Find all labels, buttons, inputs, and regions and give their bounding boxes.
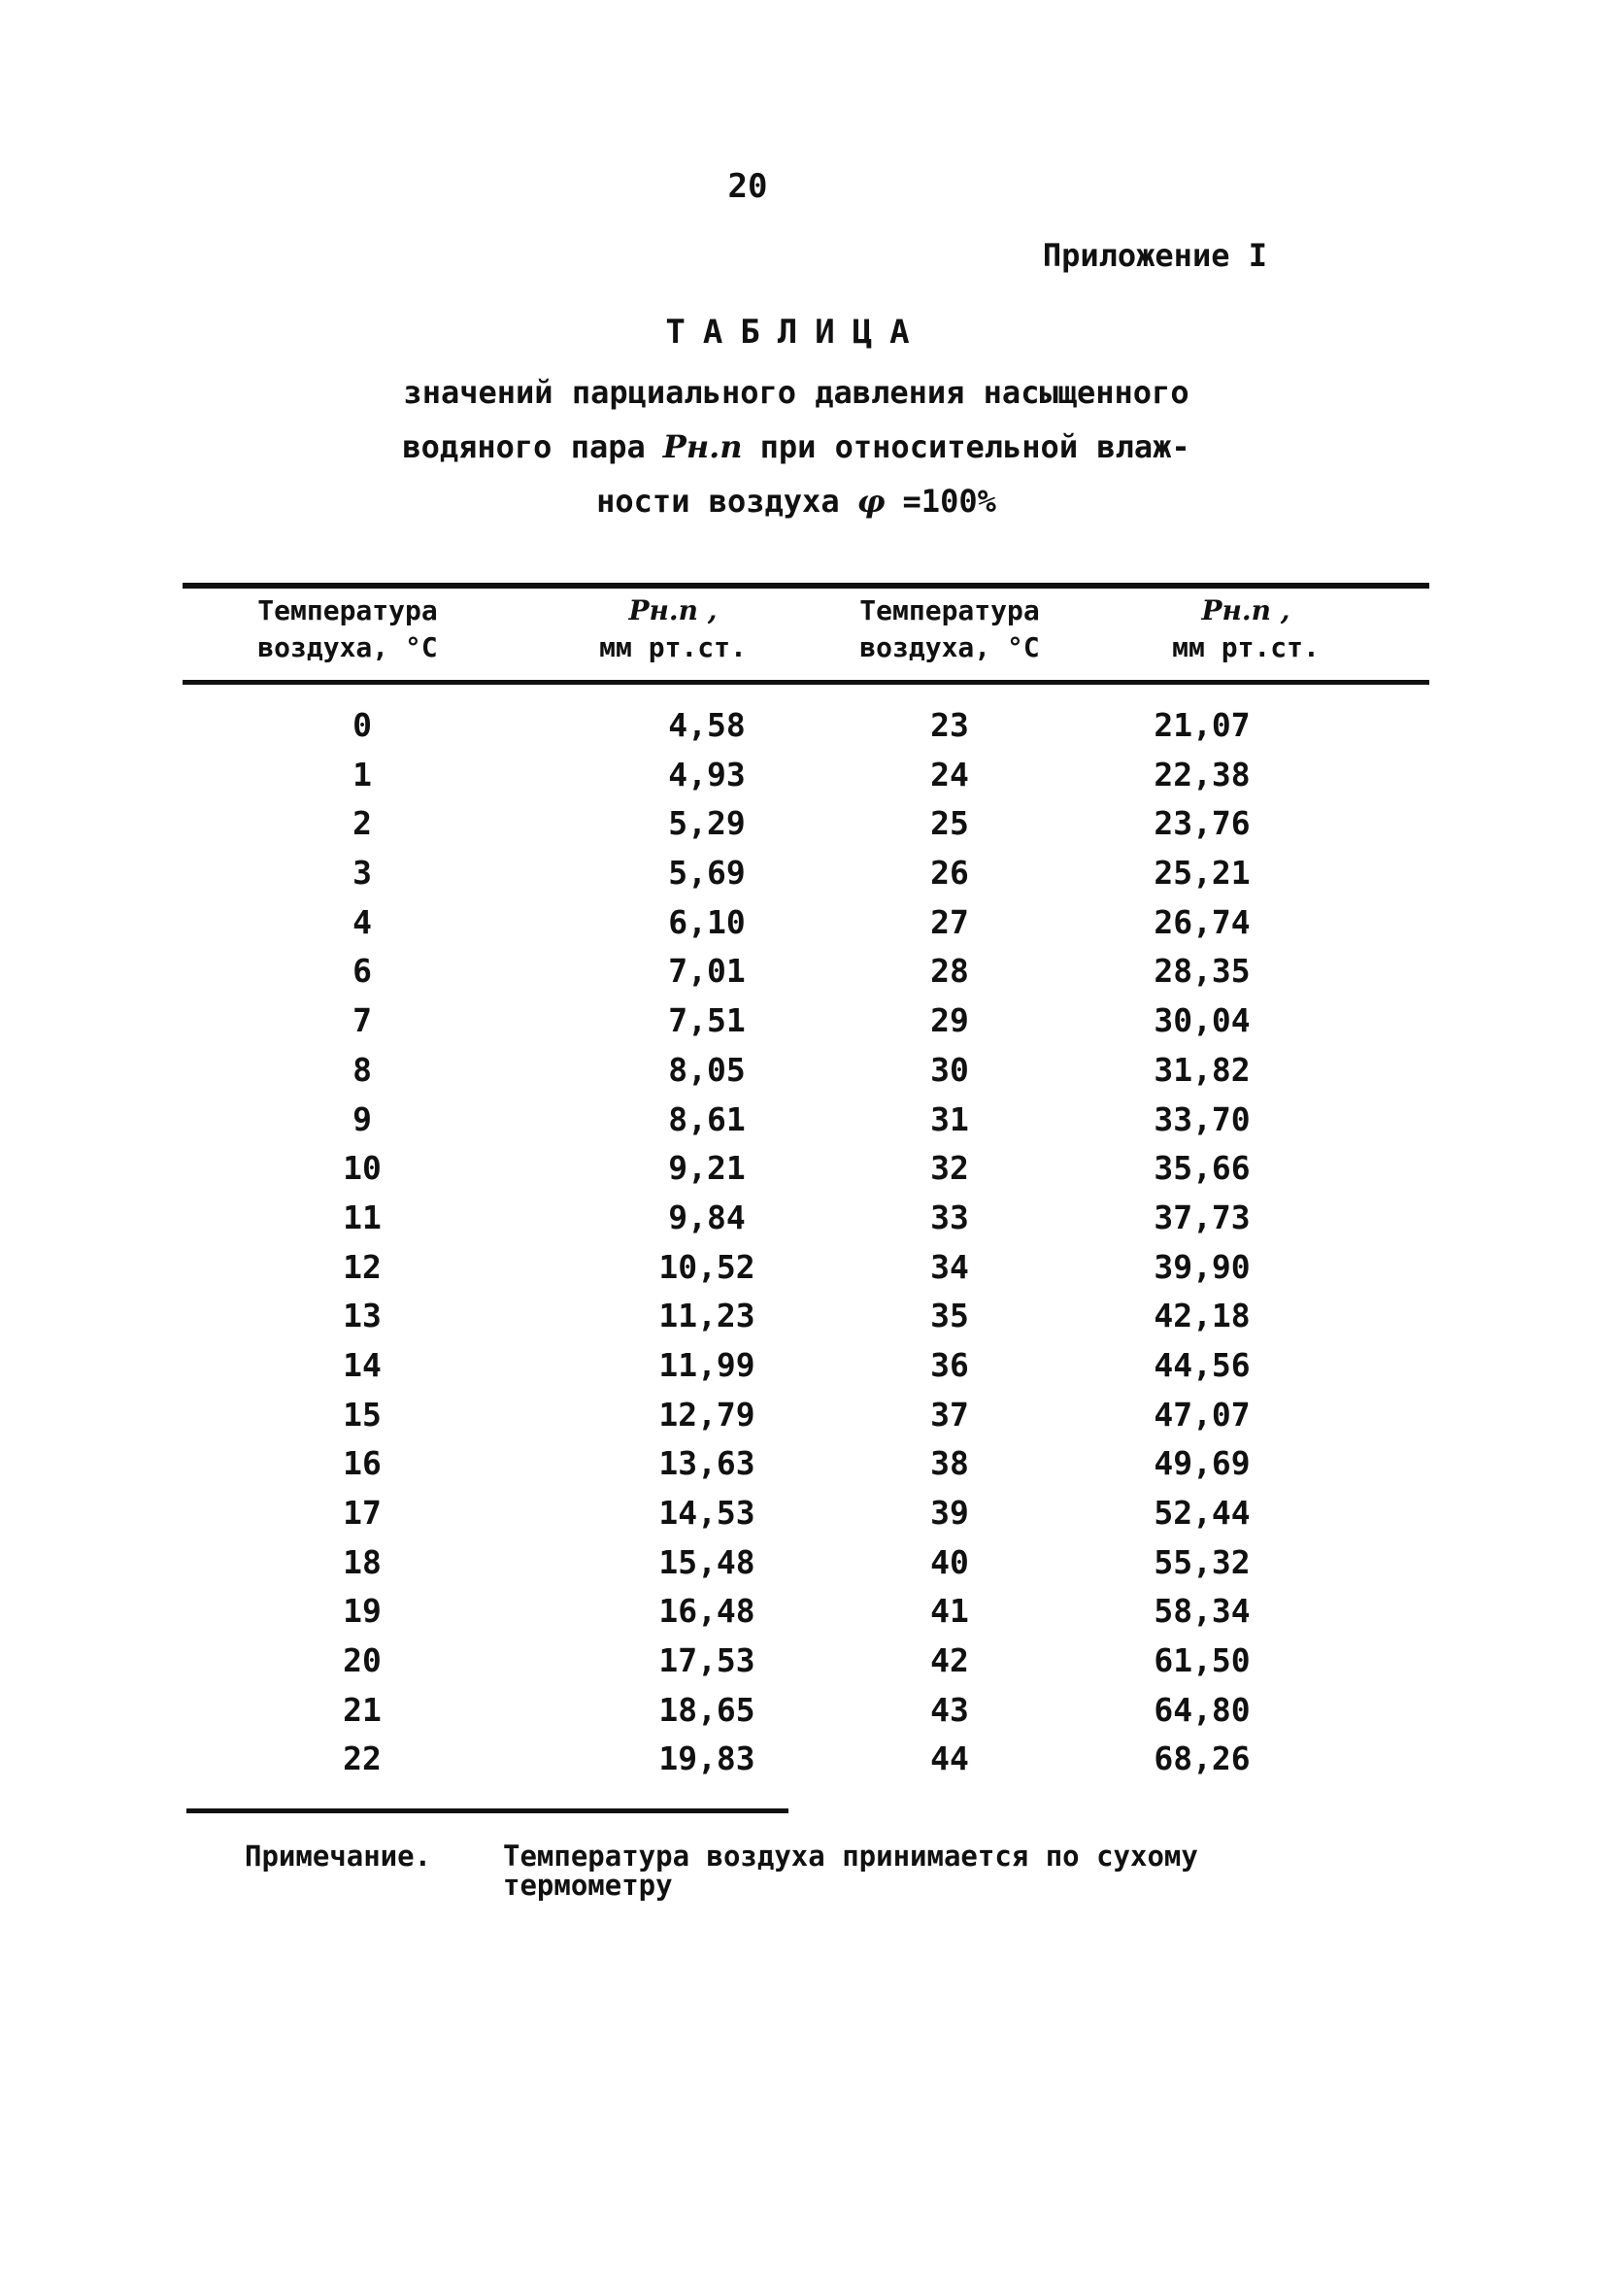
table-row xyxy=(183,1637,1429,1686)
temp-right-cell: 38 xyxy=(930,1444,969,1483)
pressure-right-cell: 42,18 xyxy=(1154,1297,1251,1335)
temp-right-cell: 31 xyxy=(930,1099,969,1138)
header-temp-left-line2: воздуха, °С xyxy=(257,631,438,663)
pressure-right-cell: 21,07 xyxy=(1154,706,1251,744)
table-row xyxy=(183,1439,1429,1489)
temp-right-cell: 28 xyxy=(930,952,969,991)
note-label: Примечание. xyxy=(245,1840,432,1873)
pressure-left-cell: 8,05 xyxy=(668,1050,746,1089)
header-temp-right-line2: воздуха, °С xyxy=(859,631,1040,663)
pressure-right-cell: 68,26 xyxy=(1154,1739,1251,1778)
table-row xyxy=(183,1735,1429,1784)
table-row xyxy=(183,1587,1429,1637)
table-row xyxy=(183,1391,1429,1440)
title-line-3 xyxy=(0,474,1592,528)
temp-left-cell: 12 xyxy=(343,1247,382,1286)
temp-left-cell: 18 xyxy=(343,1542,382,1581)
page-number: 20 xyxy=(727,167,768,206)
temp-left-cell: 13 xyxy=(343,1297,382,1335)
table-row xyxy=(183,1538,1429,1588)
temp-right-cell: 26 xyxy=(930,854,969,893)
pressure-right-cell: 37,73 xyxy=(1154,1198,1251,1236)
pressure-left-cell: 4,93 xyxy=(668,755,746,793)
pressure-left-cell: 15,48 xyxy=(658,1542,755,1581)
pressure-left-cell: 16,48 xyxy=(658,1592,755,1631)
pressure-left-cell: 12,79 xyxy=(658,1395,755,1434)
table-row xyxy=(183,1243,1429,1293)
pressure-right-cell: 30,04 xyxy=(1154,1001,1251,1040)
pressure-left-cell: 14,53 xyxy=(658,1494,755,1532)
pressure-symbol: Pн.п xyxy=(662,428,743,465)
table-row xyxy=(183,1096,1429,1145)
temp-left-cell: 15 xyxy=(343,1395,382,1434)
temp-right-cell: 39 xyxy=(930,1494,969,1532)
pressure-right-cell: 22,38 xyxy=(1154,755,1251,793)
table-row xyxy=(183,947,1429,996)
pressure-right-cell: 58,34 xyxy=(1154,1592,1251,1631)
table-row xyxy=(183,1686,1429,1736)
pressure-right-cell: 33,70 xyxy=(1154,1099,1251,1138)
pressure-left-cell: 11,99 xyxy=(658,1345,755,1384)
pressure-right-cell: 23,76 xyxy=(1154,804,1251,843)
temp-left-cell: 14 xyxy=(343,1345,382,1384)
title-line-2-pre: водяного пара xyxy=(402,428,646,465)
temp-left-cell: 19 xyxy=(343,1592,382,1631)
title-line-2 xyxy=(0,420,1592,474)
title-line-2-post: при относительной влаж- xyxy=(759,428,1190,465)
title-line-1 xyxy=(0,365,1592,420)
temp-left-cell: 20 xyxy=(343,1641,382,1680)
temp-left-cell: 4 xyxy=(352,902,372,941)
pressure-left-cell: 9,84 xyxy=(668,1198,746,1236)
temp-right-cell: 37 xyxy=(930,1395,969,1434)
table-row xyxy=(183,898,1429,948)
pressure-left-cell: 4,58 xyxy=(668,706,746,744)
pressure-right-cell: 47,07 xyxy=(1154,1395,1251,1434)
pressure-left-cell: 17,53 xyxy=(658,1641,755,1680)
pressure-left-cell: 13,63 xyxy=(658,1444,755,1483)
table-row xyxy=(183,1341,1429,1391)
pressure-left-cell: 5,69 xyxy=(668,854,746,893)
header-pressure-left-line1: Pн.п , xyxy=(628,594,718,626)
pressure-right-cell: 39,90 xyxy=(1154,1247,1251,1286)
pressure-right-cell: 25,21 xyxy=(1154,854,1251,893)
pressure-left-cell: 7,51 xyxy=(668,1001,746,1040)
temp-right-cell: 35 xyxy=(930,1297,969,1335)
table-header xyxy=(183,592,1429,676)
table-row xyxy=(183,1292,1429,1341)
temp-right-cell: 43 xyxy=(930,1690,969,1729)
table-bottom-rule xyxy=(186,1808,788,1813)
note-text: Температура воздуха принимается по сухому термометру xyxy=(503,1840,1198,1902)
title-line-3-post: =100% xyxy=(902,483,996,520)
pressure-left-cell: 18,65 xyxy=(658,1690,755,1729)
table-row xyxy=(183,996,1429,1046)
pressure-right-cell: 49,69 xyxy=(1154,1444,1251,1483)
temp-left-cell: 3 xyxy=(352,854,372,893)
pressure-left-cell: 19,83 xyxy=(658,1739,755,1778)
temp-right-cell: 29 xyxy=(930,1001,969,1040)
temp-left-cell: 21 xyxy=(343,1690,382,1729)
table-row xyxy=(183,701,1429,751)
temp-right-cell: 44 xyxy=(930,1739,969,1778)
temp-left-cell: 2 xyxy=(352,804,372,843)
temp-left-cell: 8 xyxy=(352,1050,372,1089)
pressure-left-cell: 10,52 xyxy=(658,1247,755,1286)
header-temp-right-line1: Температура xyxy=(859,594,1040,626)
table-row xyxy=(183,1489,1429,1538)
header-temp-left xyxy=(212,592,484,666)
temp-right-cell: 36 xyxy=(930,1345,969,1384)
temp-left-cell: 0 xyxy=(352,706,372,744)
temp-right-cell: 23 xyxy=(930,706,969,744)
temp-left-cell: 6 xyxy=(352,952,372,991)
header-pressure-left xyxy=(552,592,794,666)
temp-right-cell: 41 xyxy=(930,1592,969,1631)
pressure-left-cell: 7,01 xyxy=(668,952,746,991)
temp-right-cell: 27 xyxy=(930,902,969,941)
header-temp-right xyxy=(823,592,1076,666)
temp-left-cell: 17 xyxy=(343,1494,382,1532)
pressure-right-cell: 31,82 xyxy=(1154,1050,1251,1089)
temp-right-cell: 25 xyxy=(930,804,969,843)
temp-left-cell: 10 xyxy=(343,1149,382,1188)
table-row xyxy=(183,1144,1429,1194)
pressure-right-cell: 61,50 xyxy=(1154,1641,1251,1680)
temp-right-cell: 33 xyxy=(930,1198,969,1236)
temp-left-cell: 7 xyxy=(352,1001,372,1040)
pressure-left-cell: 5,29 xyxy=(668,804,746,843)
title-block xyxy=(0,313,1592,528)
temp-right-cell: 32 xyxy=(930,1149,969,1188)
table-title: ТАБЛИЦА xyxy=(665,313,927,352)
temp-left-cell: 16 xyxy=(343,1444,382,1483)
table-top-rule xyxy=(183,583,1429,589)
header-temp-left-line1: Температура xyxy=(257,594,438,626)
table-row xyxy=(183,1194,1429,1243)
header-pressure-right-line1: Pн.п , xyxy=(1201,594,1290,626)
header-pressure-right xyxy=(1086,592,1406,666)
table-row xyxy=(183,751,1429,800)
temp-left-cell: 1 xyxy=(352,755,372,793)
temp-left-cell: 9 xyxy=(352,1099,372,1138)
pressure-right-cell: 52,44 xyxy=(1154,1494,1251,1532)
title-line-3-pre: ности воздуха xyxy=(596,483,840,520)
temp-left-cell: 22 xyxy=(343,1739,382,1778)
temp-right-cell: 42 xyxy=(930,1641,969,1680)
pressure-left-cell: 9,21 xyxy=(668,1149,746,1188)
pressure-right-cell: 28,35 xyxy=(1154,952,1251,991)
header-pressure-right-line2: мм рт.ст. xyxy=(1172,631,1320,663)
pressure-right-cell: 44,56 xyxy=(1154,1345,1251,1384)
table-row xyxy=(183,849,1429,898)
table-row xyxy=(183,799,1429,849)
pressure-right-cell: 55,32 xyxy=(1154,1542,1251,1581)
pressure-right-cell: 64,80 xyxy=(1154,1690,1251,1729)
table-header-rule xyxy=(183,680,1429,685)
temp-right-cell: 34 xyxy=(930,1247,969,1286)
temp-left-cell: 11 xyxy=(343,1198,382,1236)
title-line-1-text: значений парциального давления насыщенного xyxy=(403,374,1189,411)
pressure-right-cell: 26,74 xyxy=(1154,902,1251,941)
pressure-left-cell: 6,10 xyxy=(668,902,746,941)
humidity-symbol: φ xyxy=(856,483,886,520)
pressure-right-cell: 35,66 xyxy=(1154,1149,1251,1188)
temp-right-cell: 24 xyxy=(930,755,969,793)
header-pressure-left-line2: мм рт.ст. xyxy=(599,631,747,663)
pressure-left-cell: 8,61 xyxy=(668,1099,746,1138)
table-body xyxy=(183,701,1429,1784)
temp-right-cell: 40 xyxy=(930,1542,969,1581)
pressure-left-cell: 11,23 xyxy=(658,1297,755,1335)
temp-right-cell: 30 xyxy=(930,1050,969,1089)
table-row xyxy=(183,1046,1429,1096)
appendix-label: Приложение I xyxy=(1042,237,1267,274)
